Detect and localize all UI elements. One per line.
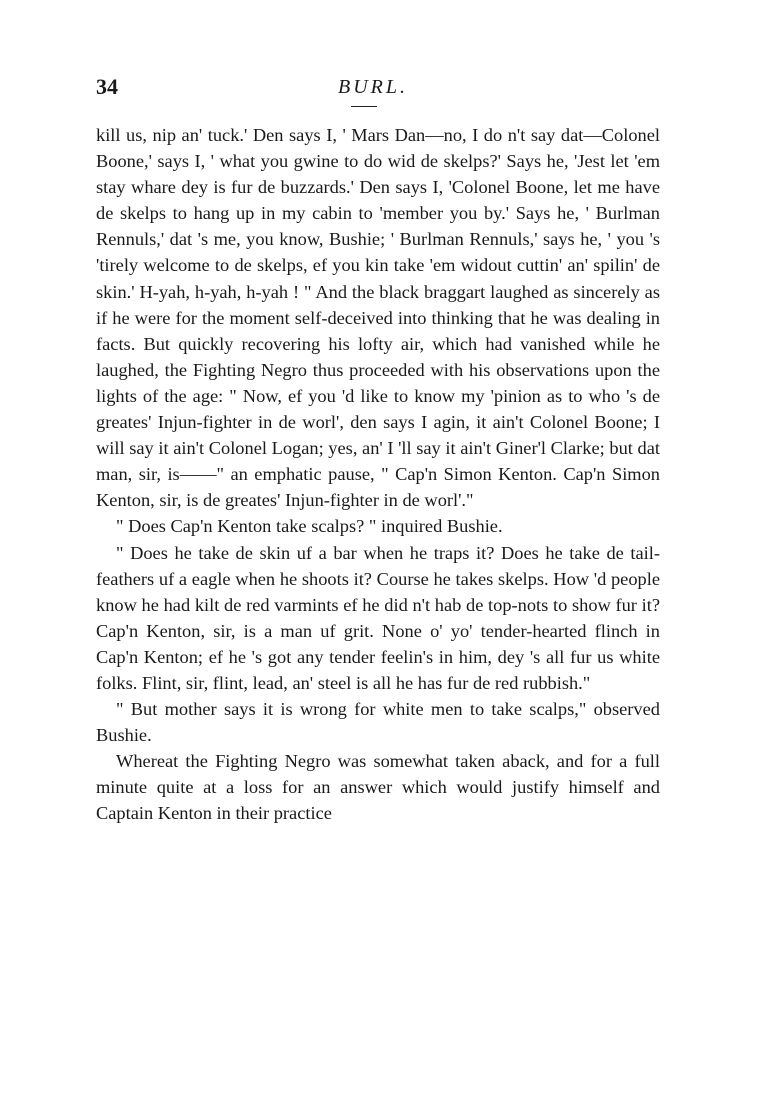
running-title: BURL. [338, 76, 408, 98]
book-page [96, 74, 660, 827]
paragraph: " Does Cap'n Kenton take scalps? " inquired Bushie. [116, 516, 503, 537]
paragraph-continued: kill us, nip an' tuck.' Den says I, ' Mars Dan—no, I do n't say dat—Colonel Boone,' says I, ' what you gwine to do wid de skelps?' Says he, 'Jest let 'em stay whare dey is fur de buzzards.' Den says I, 'Colonel Boone, let me have de skelps to hang up in my cabin to 'member you by.' Says he, ' Burlman Rennuls,' dat 's me, you know, Bushie; ' Burlman Rennuls,' says he, ' you 's 'tirely welcome to de skelps, ef you kin take 'em widout cuttin' an' spilin' de skin.' H-yah, h-yah, h-yah ! " And the black braggart laughed as sincerely as if he were for the moment self-deceived into thinking that he was dealing in facts. But quickly recovering his lofty air, which had vanished while he laughed, the Fighting Negro thus proceeded with his observations upon the lights of the age: " Now, ef you 'd like to know my 'pinion as to who 's de greates' Injun-fighter in de worl', den says I agin, it ain't Colonel Boone; I will say it ain't Colonel Logan; yes, an' I 'll say it ain't Giner'l Clarke; but dat man, sir, is——" an emphatic pause, " Cap'n Simon Kenton. Cap'n Simon Kenton, sir, is de greates' Injun-fighter in de worl'." [96, 125, 660, 511]
paragraph: " But mother says it is wrong for white men to take scalps," observed Bushie. [96, 699, 660, 746]
paragraph: Whereat the Fighting Negro was somewhat taken aback, and for a full minute quite at a loss for an answer which would justify himself and Captain Kenton in their practice [96, 751, 660, 824]
running-head [96, 74, 660, 104]
title-rule [351, 106, 377, 107]
page-number: 34 [96, 74, 118, 99]
body-text [96, 122, 660, 827]
paragraph: " Does he take de skin uf a bar when he traps it? Does he take de tail-feathers uf a eagle when he shoots it? Course he takes skelps. How 'd people know he had kilt de red varmints ef he did n't hab de top-nots to show fur it? Cap'n Kenton, sir, is a man uf grit. None o' yo' tender-hearted flinch in Cap'n Kenton; ef he 's got any tender feelin's in him, dey 's all fur us white folks. Flint, sir, flint, lead, an' steel is all he has fur de red rubbish." [96, 542, 660, 693]
